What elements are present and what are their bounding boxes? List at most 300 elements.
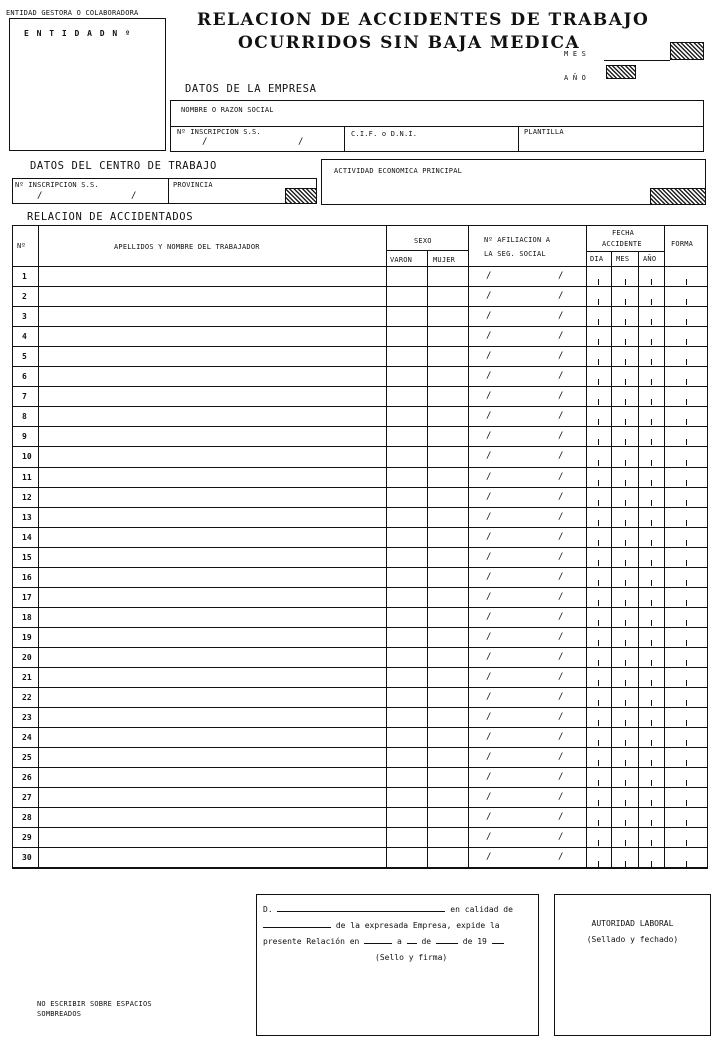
date-tick-mark bbox=[686, 620, 687, 626]
afiliacion-separator: / bbox=[558, 712, 564, 723]
row-number: 17 bbox=[22, 592, 32, 602]
afiliacion-separator: / bbox=[486, 611, 492, 622]
centro-inscripcion-separator: / bbox=[37, 191, 43, 201]
fecha-subdivider bbox=[586, 251, 664, 252]
date-tick-mark bbox=[625, 720, 626, 726]
table-row[interactable] bbox=[38, 467, 708, 487]
date-tick-mark bbox=[625, 359, 626, 365]
dia-col-divider-header bbox=[611, 251, 612, 266]
row-number: 14 bbox=[22, 532, 32, 542]
empresa-section-title: DATOS DE LA EMPRESA bbox=[185, 83, 317, 95]
date-tick-mark bbox=[686, 359, 687, 365]
table-row[interactable] bbox=[38, 767, 708, 787]
date-tick-mark bbox=[686, 339, 687, 345]
afiliacion-separator: / bbox=[558, 651, 564, 662]
afiliacion-separator: / bbox=[486, 792, 492, 803]
nombre-razon-social-field[interactable] bbox=[171, 113, 703, 126]
plantilla-label: PLANTILLA bbox=[524, 128, 564, 136]
row-number: 24 bbox=[22, 733, 32, 743]
firma-line-3 bbox=[263, 937, 504, 946]
date-tick-mark bbox=[598, 299, 599, 305]
date-tick-mark bbox=[625, 840, 626, 846]
row-number: 5 bbox=[22, 352, 27, 362]
col-forma-header: FORMA bbox=[671, 240, 694, 248]
empresa-box bbox=[170, 100, 704, 152]
firma-ano-blank[interactable] bbox=[492, 943, 504, 944]
firma-cargo-blank[interactable] bbox=[263, 927, 331, 928]
afiliacion-separator: / bbox=[558, 611, 564, 622]
mes-col-divider-header bbox=[638, 251, 639, 266]
date-tick-mark bbox=[651, 460, 652, 466]
date-tick-mark bbox=[651, 560, 652, 566]
afiliacion-separator: / bbox=[558, 631, 564, 642]
col-num-header: Nº bbox=[17, 242, 26, 250]
date-tick-mark bbox=[651, 500, 652, 506]
afiliacion-separator: / bbox=[486, 351, 492, 362]
table-row[interactable] bbox=[38, 807, 708, 827]
afiliacion-separator: / bbox=[558, 591, 564, 602]
date-tick-mark bbox=[686, 279, 687, 285]
autoridad-laboral-label: AUTORIDAD LABORAL bbox=[591, 919, 674, 928]
row-number: 3 bbox=[22, 312, 27, 322]
date-tick-mark bbox=[598, 419, 599, 425]
date-tick-mark bbox=[598, 740, 599, 746]
date-tick-mark bbox=[625, 580, 626, 586]
date-tick-mark bbox=[598, 680, 599, 686]
firma-name-blank[interactable] bbox=[277, 911, 445, 912]
date-tick-mark bbox=[625, 700, 626, 706]
date-tick-mark bbox=[686, 319, 687, 325]
afiliacion-separator: / bbox=[486, 631, 492, 642]
table-row[interactable] bbox=[38, 567, 708, 587]
row-number: 30 bbox=[22, 853, 32, 863]
firma-line-2 bbox=[263, 921, 500, 930]
table-row[interactable] bbox=[38, 707, 708, 727]
date-tick-mark bbox=[625, 460, 626, 466]
afiliacion-separator: / bbox=[558, 511, 564, 522]
table-row[interactable] bbox=[38, 446, 708, 466]
date-tick-mark bbox=[625, 299, 626, 305]
date-tick-mark bbox=[625, 379, 626, 385]
form-title-line1: RELACION DE ACCIDENTES DE TRABAJO bbox=[197, 10, 650, 30]
empresa-col-divider bbox=[344, 126, 345, 151]
date-tick-mark bbox=[598, 780, 599, 786]
date-tick-mark bbox=[651, 520, 652, 526]
afiliacion-separator: / bbox=[558, 792, 564, 803]
row-number: 9 bbox=[22, 432, 27, 442]
firma-expide-text: de la expresada Empresa, expide la bbox=[335, 921, 500, 930]
date-tick-mark bbox=[686, 460, 687, 466]
table-row[interactable] bbox=[38, 747, 708, 767]
afiliacion-separator: / bbox=[486, 571, 492, 582]
date-tick-mark bbox=[598, 560, 599, 566]
afiliacion-separator: / bbox=[558, 271, 564, 281]
col-nombre-header: APELLIDOS Y NOMBRE DEL TRABAJADOR bbox=[114, 243, 260, 251]
nombre-razon-social-label: NOMBRE O RAZON SOCIAL bbox=[181, 106, 274, 114]
date-tick-mark bbox=[598, 540, 599, 546]
provincia-shaded-area bbox=[285, 188, 317, 204]
afiliacion-separator: / bbox=[486, 752, 492, 763]
row-number: 1 bbox=[22, 272, 27, 281]
entity-number-label: E N T I D A D N º bbox=[24, 29, 132, 38]
afiliacion-separator: / bbox=[486, 852, 492, 863]
accidentados-section-title: RELACION DE ACCIDENTADOS bbox=[27, 211, 194, 223]
date-tick-mark bbox=[625, 640, 626, 646]
afiliacion-separator: / bbox=[486, 471, 492, 482]
date-tick-mark bbox=[625, 560, 626, 566]
afiliacion-separator: / bbox=[558, 692, 564, 703]
row-number: 19 bbox=[22, 632, 32, 642]
date-tick-mark bbox=[651, 861, 652, 867]
table-row[interactable] bbox=[38, 326, 708, 346]
afiliacion-separator: / bbox=[558, 672, 564, 682]
row-number: 22 bbox=[22, 693, 32, 703]
date-tick-mark bbox=[651, 419, 652, 425]
date-tick-mark bbox=[686, 399, 687, 405]
date-tick-mark bbox=[686, 419, 687, 425]
afiliacion-separator: / bbox=[486, 411, 492, 422]
table-row[interactable] bbox=[38, 366, 708, 386]
inscripcion-ss-label: Nº INSCRIPCION S.S. bbox=[177, 128, 261, 136]
inscripcion-separator: / bbox=[202, 137, 208, 147]
firma-d-label: D. bbox=[263, 905, 273, 914]
afiliacion-separator: / bbox=[558, 331, 564, 342]
afiliacion-separator: / bbox=[558, 551, 564, 562]
autoridad-laboral-box[interactable] bbox=[554, 894, 711, 1036]
date-tick-mark bbox=[686, 480, 687, 486]
date-tick-mark bbox=[651, 439, 652, 445]
table-row[interactable] bbox=[38, 667, 708, 687]
centro-section-title: DATOS DEL CENTRO DE TRABAJO bbox=[30, 160, 217, 172]
centro-inscripcion-separator: / bbox=[131, 191, 137, 201]
firma-dia-blank[interactable] bbox=[407, 943, 417, 944]
afiliacion-separator: / bbox=[558, 571, 564, 582]
date-tick-mark bbox=[686, 660, 687, 666]
firma-de-label: de bbox=[421, 937, 432, 946]
date-tick-mark bbox=[651, 600, 652, 606]
table-row[interactable] bbox=[38, 286, 708, 306]
date-tick-mark bbox=[686, 520, 687, 526]
centro-inscripcion-label: Nº INSCRIPCION S.S. bbox=[15, 181, 99, 189]
date-tick-mark bbox=[598, 359, 599, 365]
col-fecha-header-2: ACCIDENTE bbox=[602, 240, 642, 248]
afiliacion-separator: / bbox=[558, 291, 564, 302]
date-tick-mark bbox=[651, 800, 652, 806]
date-tick-mark bbox=[651, 700, 652, 706]
row-number: 27 bbox=[22, 793, 32, 803]
afiliacion-separator: / bbox=[486, 692, 492, 703]
date-tick-mark bbox=[651, 319, 652, 325]
afiliacion-separator: / bbox=[558, 832, 564, 843]
date-tick-mark bbox=[686, 580, 687, 586]
date-tick-mark bbox=[686, 820, 687, 826]
table-row[interactable] bbox=[38, 587, 708, 607]
entity-box[interactable] bbox=[9, 18, 166, 151]
date-tick-mark bbox=[686, 760, 687, 766]
date-tick-mark bbox=[625, 439, 626, 445]
date-tick-mark bbox=[625, 760, 626, 766]
date-tick-mark bbox=[625, 740, 626, 746]
date-tick-mark bbox=[651, 680, 652, 686]
col-ano-header: AÑO bbox=[643, 255, 657, 263]
date-tick-mark bbox=[651, 379, 652, 385]
table-row[interactable] bbox=[38, 487, 708, 507]
afiliacion-separator: / bbox=[558, 411, 564, 422]
afiliacion-separator: / bbox=[558, 531, 564, 542]
footer-note-line2: SOMBREADOS bbox=[37, 1010, 82, 1018]
table-row[interactable] bbox=[38, 266, 708, 286]
table-row[interactable] bbox=[38, 406, 708, 426]
afiliacion-separator: / bbox=[558, 451, 564, 462]
firma-relacion-text: presente Relación en bbox=[263, 937, 360, 946]
date-tick-mark bbox=[651, 580, 652, 586]
date-tick-mark bbox=[625, 500, 626, 506]
firma-de19-label: de 19 bbox=[462, 937, 487, 946]
date-tick-mark bbox=[625, 800, 626, 806]
date-tick-mark bbox=[686, 680, 687, 686]
afiliacion-separator: / bbox=[486, 271, 492, 281]
date-tick-mark bbox=[651, 740, 652, 746]
date-tick-mark bbox=[625, 780, 626, 786]
firma-line-1 bbox=[263, 905, 513, 914]
col-fecha-header-1: FECHA bbox=[612, 229, 635, 237]
date-tick-mark bbox=[651, 840, 652, 846]
row-number: 23 bbox=[22, 713, 32, 723]
afiliacion-separator: / bbox=[558, 732, 564, 743]
firma-lugar-blank[interactable] bbox=[364, 943, 392, 944]
afiliacion-separator: / bbox=[486, 291, 492, 302]
date-tick-mark bbox=[686, 720, 687, 726]
date-tick-mark bbox=[686, 700, 687, 706]
actividad-shaded-area bbox=[650, 188, 706, 205]
date-tick-mark bbox=[598, 760, 599, 766]
date-tick-mark bbox=[686, 379, 687, 385]
date-tick-mark bbox=[651, 540, 652, 546]
date-tick-mark bbox=[625, 319, 626, 325]
empresa-divider bbox=[171, 126, 703, 127]
date-tick-mark bbox=[625, 520, 626, 526]
date-tick-mark bbox=[598, 600, 599, 606]
mes-label: M E S bbox=[564, 50, 587, 58]
row-number: 6 bbox=[22, 372, 27, 382]
empresa-col-divider bbox=[518, 126, 519, 151]
row-divider bbox=[12, 868, 708, 869]
row-number: 26 bbox=[22, 773, 32, 783]
entity-label: ENTIDAD GESTORA O COLABORADORA bbox=[6, 9, 139, 17]
afiliacion-separator: / bbox=[558, 371, 564, 382]
row-number: 10 bbox=[22, 452, 32, 462]
date-tick-mark bbox=[625, 600, 626, 606]
col-dia-header: DIA bbox=[590, 255, 604, 263]
firma-sello-label: (Sello y firma) bbox=[375, 953, 448, 962]
table-row[interactable] bbox=[38, 787, 708, 807]
table-row[interactable] bbox=[38, 847, 708, 867]
mes-shaded-area bbox=[670, 42, 704, 60]
date-tick-mark bbox=[651, 720, 652, 726]
date-tick-mark bbox=[651, 820, 652, 826]
date-tick-mark bbox=[598, 339, 599, 345]
date-tick-mark bbox=[598, 319, 599, 325]
afiliacion-separator: / bbox=[558, 311, 564, 322]
afiliacion-separator: / bbox=[486, 651, 492, 662]
afiliacion-separator: / bbox=[486, 832, 492, 843]
date-tick-mark bbox=[598, 640, 599, 646]
afiliacion-separator: / bbox=[486, 371, 492, 382]
afiliacion-separator: / bbox=[486, 511, 492, 522]
date-tick-mark bbox=[651, 279, 652, 285]
table-row[interactable] bbox=[38, 426, 708, 446]
date-tick-mark bbox=[598, 840, 599, 846]
afiliacion-separator: / bbox=[486, 591, 492, 602]
date-tick-mark bbox=[686, 640, 687, 646]
date-tick-mark bbox=[651, 640, 652, 646]
date-tick-mark bbox=[686, 299, 687, 305]
date-tick-mark bbox=[625, 861, 626, 867]
date-tick-mark bbox=[651, 620, 652, 626]
afiliacion-separator: / bbox=[486, 772, 492, 783]
date-tick-mark bbox=[598, 820, 599, 826]
date-tick-mark bbox=[686, 861, 687, 867]
afiliacion-separator: / bbox=[558, 391, 564, 402]
afiliacion-separator: / bbox=[486, 732, 492, 743]
mes-field[interactable] bbox=[604, 60, 670, 61]
col-afiliacion-header-2: LA SEG. SOCIAL bbox=[484, 250, 546, 258]
date-col-divider bbox=[638, 266, 639, 868]
firma-box[interactable] bbox=[256, 894, 539, 1036]
ano-label: A Ñ O bbox=[564, 74, 587, 82]
sexo-col-divider-header bbox=[427, 250, 428, 266]
afiliacion-separator: / bbox=[486, 331, 492, 342]
afiliacion-separator: / bbox=[486, 431, 492, 442]
col-mujer-header: MUJER bbox=[433, 256, 456, 264]
date-tick-mark bbox=[598, 399, 599, 405]
footer-note-line1: NO ESCRIBIR SOBRE ESPACIOS bbox=[37, 1000, 152, 1008]
date-tick-mark bbox=[651, 760, 652, 766]
date-tick-mark bbox=[598, 720, 599, 726]
actividad-economica-label: ACTIVIDAD ECONOMICA PRINCIPAL bbox=[334, 167, 463, 175]
afiliacion-separator: / bbox=[486, 531, 492, 542]
date-tick-mark bbox=[651, 339, 652, 345]
date-tick-mark bbox=[651, 480, 652, 486]
date-tick-mark bbox=[686, 780, 687, 786]
date-tick-mark bbox=[598, 460, 599, 466]
date-tick-mark bbox=[598, 279, 599, 285]
table-row[interactable] bbox=[38, 386, 708, 406]
date-tick-mark bbox=[598, 379, 599, 385]
date-tick-mark bbox=[598, 800, 599, 806]
table-row[interactable] bbox=[38, 647, 708, 667]
table-row[interactable] bbox=[38, 687, 708, 707]
date-tick-mark bbox=[686, 800, 687, 806]
centro-box bbox=[12, 178, 317, 204]
form-title-line2: OCURRIDOS SIN BAJA MEDICA bbox=[238, 33, 581, 53]
row-number: 25 bbox=[22, 753, 32, 763]
table-row[interactable] bbox=[38, 507, 708, 527]
row-number: 4 bbox=[22, 332, 27, 342]
date-tick-mark bbox=[686, 840, 687, 846]
afiliacion-separator: / bbox=[486, 712, 492, 723]
row-number: 15 bbox=[22, 552, 32, 562]
table-row[interactable] bbox=[38, 527, 708, 547]
date-tick-mark bbox=[598, 500, 599, 506]
afiliacion-separator: / bbox=[558, 351, 564, 362]
row-number: 13 bbox=[22, 512, 32, 522]
firma-calidad-label: en calidad de bbox=[450, 905, 513, 914]
date-tick-mark bbox=[598, 520, 599, 526]
date-tick-mark bbox=[598, 620, 599, 626]
date-tick-mark bbox=[598, 439, 599, 445]
date-tick-mark bbox=[598, 480, 599, 486]
date-tick-mark bbox=[625, 399, 626, 405]
table-row[interactable] bbox=[38, 607, 708, 627]
row-number: 11 bbox=[22, 472, 32, 482]
date-tick-mark bbox=[625, 620, 626, 626]
row-number: 16 bbox=[22, 572, 32, 582]
col-afiliacion-header-1: Nº AFILIACION A bbox=[484, 236, 551, 244]
date-tick-mark bbox=[625, 540, 626, 546]
col-mes-header: MES bbox=[616, 255, 630, 263]
date-tick-mark bbox=[625, 419, 626, 425]
firma-a-label: a bbox=[396, 937, 402, 946]
actividad-box[interactable] bbox=[321, 159, 706, 205]
table-row[interactable] bbox=[38, 727, 708, 747]
firma-mes-blank[interactable] bbox=[436, 943, 458, 944]
col-varon-header: VARON bbox=[390, 256, 413, 264]
table-row[interactable] bbox=[38, 827, 708, 847]
table-row[interactable] bbox=[38, 547, 708, 567]
afiliacion-separator: / bbox=[558, 471, 564, 482]
date-tick-mark bbox=[598, 700, 599, 706]
date-tick-mark bbox=[651, 660, 652, 666]
date-tick-mark bbox=[686, 740, 687, 746]
afiliacion-separator: / bbox=[486, 391, 492, 402]
date-tick-mark bbox=[686, 439, 687, 445]
date-tick-mark bbox=[625, 820, 626, 826]
date-tick-mark bbox=[625, 680, 626, 686]
date-tick-mark bbox=[625, 660, 626, 666]
table-row[interactable] bbox=[38, 627, 708, 647]
table-row[interactable] bbox=[38, 306, 708, 326]
afiliacion-separator: / bbox=[558, 431, 564, 442]
afiliacion-separator: / bbox=[558, 852, 564, 863]
date-tick-mark bbox=[651, 780, 652, 786]
afiliacion-separator: / bbox=[558, 812, 564, 823]
afiliacion-separator: / bbox=[486, 311, 492, 322]
date-tick-mark bbox=[686, 540, 687, 546]
afiliacion-separator: / bbox=[486, 451, 492, 462]
afiliacion-separator: / bbox=[558, 772, 564, 783]
provincia-label: PROVINCIA bbox=[173, 181, 213, 189]
centro-col-divider bbox=[168, 179, 169, 203]
date-tick-mark bbox=[625, 339, 626, 345]
date-tick-mark bbox=[686, 500, 687, 506]
date-tick-mark bbox=[625, 480, 626, 486]
row-number: 20 bbox=[22, 652, 32, 662]
row-number: 2 bbox=[22, 292, 27, 302]
inscripcion-separator: / bbox=[298, 137, 304, 147]
row-number: 21 bbox=[22, 673, 32, 682]
afiliacion-separator: / bbox=[486, 672, 492, 682]
date-tick-mark bbox=[598, 580, 599, 586]
date-tick-mark bbox=[651, 359, 652, 365]
table-row[interactable] bbox=[38, 346, 708, 366]
afiliacion-separator: / bbox=[486, 491, 492, 502]
row-number: 8 bbox=[22, 412, 27, 422]
date-tick-mark bbox=[686, 560, 687, 566]
afiliacion-separator: / bbox=[558, 491, 564, 502]
date-col-divider bbox=[611, 266, 612, 868]
date-tick-mark bbox=[651, 299, 652, 305]
